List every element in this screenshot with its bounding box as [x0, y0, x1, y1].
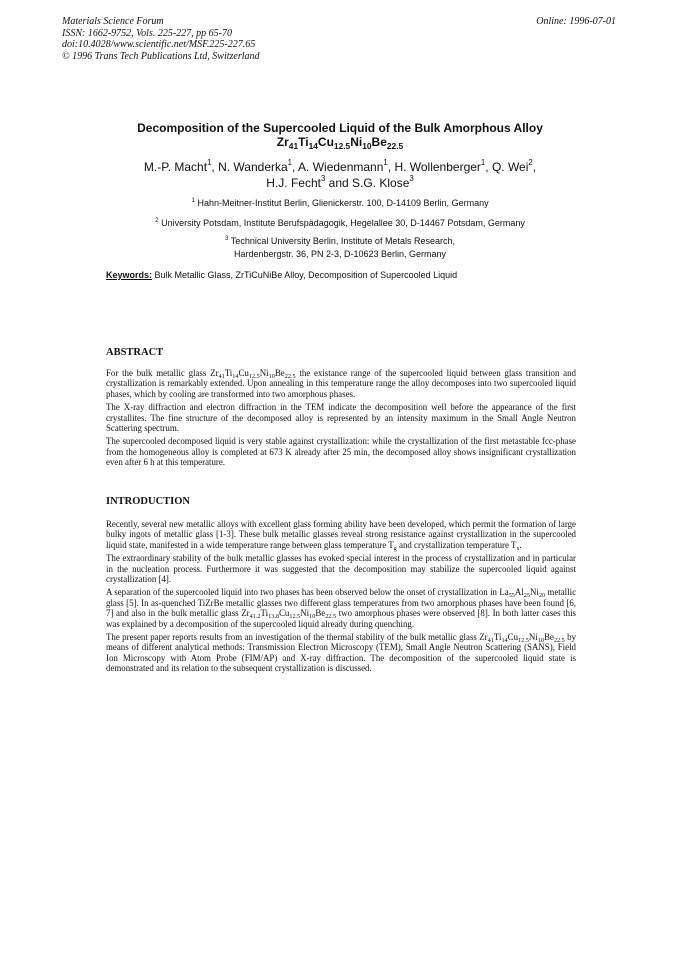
formula-subscript: 22.5 — [386, 141, 404, 151]
affiliation-1 — [60, 197, 620, 210]
formula-subscript: 41 — [487, 637, 494, 645]
formula-element: Be — [371, 135, 387, 149]
abstract-heading: ABSTRACT — [106, 347, 164, 358]
intro-paragraph-1 — [106, 519, 576, 550]
formula-subscript: 25 — [523, 592, 530, 600]
text-run: For the bulk metallic glass — [106, 368, 207, 378]
formula-element: Ti — [224, 368, 233, 378]
author-name: N. Wanderka — [218, 160, 288, 174]
author-line-1: M.-P. Macht$^1$, N. Wanderka$^1$, A. Wiedenmann$^1$, H. Wollenberger$^1$, Q. Wei$^2$, — [143, 158, 537, 174]
formula-subscript: 22.5 — [325, 613, 337, 621]
copyright-line: © 1996 Trans Tech Publications Ltd, Switzerland — [62, 50, 260, 62]
formula-subscript: 20 — [538, 592, 546, 600]
author-affiliation-marker: 1 — [207, 158, 212, 167]
text-run: the existance range of the supercooled liquid between glass transition and crystallization is remarkably extended. Upon annealing in this temperature range the alloy decomposes into two supercooled liquid phases, which by cooling are transformed into two amorphous phases. — [106, 368, 576, 399]
journal-name: Materials Science Forum — [62, 16, 164, 27]
affiliation-text: Hahn-Meitner-Institut Berlin, Glienickerstr. 100, D-14109 Berlin, Germany — [197, 198, 489, 208]
affiliation-marker: 3 — [225, 235, 229, 242]
author-name: H. Wollenberger — [394, 160, 481, 174]
affiliation-3 — [60, 235, 620, 260]
formula-subscript: 10 — [362, 141, 372, 151]
formula-element: La — [499, 587, 509, 598]
text-run: . — [519, 539, 522, 550]
affiliation-marker: 1 — [191, 197, 195, 204]
affiliation-marker: 2 — [155, 217, 159, 224]
author-affiliation-marker: 1 — [383, 158, 388, 167]
doi-line: doi:10.4028/www.scientific.net/MSF.225-227.65 — [62, 39, 256, 50]
alloy-formula — [499, 587, 546, 600]
journal-header — [62, 16, 616, 62]
keywords-text: Bulk Metallic Glass, ZrTiCuNiBe Alloy, Decomposition of Supercooled Liquid — [154, 270, 458, 280]
text-run: Recently, several new metallic alloys with excellent glass forming ability have been developed, which permit the formation of large bulky ingots of metallic glass [1-3]. These bulk metallic glasses reveal strong resistance against crystallization in the supercooled liquid state, manifested in a wide temperature range between glass temperature T — [106, 519, 576, 550]
online-date: Online: 1996-07-01 — [536, 16, 616, 27]
formula-element: Cu — [278, 608, 290, 619]
author-affiliation-marker: 3 — [409, 174, 414, 183]
abstract-paragraph-1 — [106, 368, 576, 399]
alloy-formula — [210, 368, 296, 378]
formula-element: Ni — [530, 587, 539, 598]
abstract-body — [106, 368, 576, 471]
alloy-formula — [479, 632, 565, 645]
formula-element: Ti — [260, 608, 269, 619]
formula-subscript: 10 — [268, 373, 275, 380]
author-name: A. Wiedenmann — [298, 160, 384, 174]
keywords-label: Keywords: — [106, 270, 153, 280]
introduction-body — [106, 519, 576, 677]
author-list — [90, 159, 590, 191]
intro-paragraph-2: The extraordinary stability of the bulk metallic glasses has evoked special interest in the process of crystallization and in particular in the nucleation process. Furthermore it was suggested that the decomposition may stabilize the supercooled liquid against crystallization [4]. — [106, 553, 576, 585]
keywords — [106, 270, 576, 280]
formula-subscript: 10 — [309, 613, 316, 621]
formula-element: Ni — [259, 368, 269, 378]
formula-subscript: 22.5 — [553, 637, 565, 645]
title-formula — [90, 135, 590, 149]
formula-element: Al — [514, 587, 524, 598]
introduction-heading: INTRODUCTION — [106, 496, 191, 507]
text-run: by means of different analytical methods: Transmission Electron Microscopy (TEM), Small Angle Neutron Scattering (SANS), Field Ion Microscopy with Atom Probe (FIM/AP) and X-ray diffraction. The decomposition of the supercooled liquid state is demonstrated and its relation to the subsequent crystallization is discussed. — [106, 632, 577, 674]
formula-element: Cu — [507, 632, 519, 643]
formula-element: Zr — [210, 368, 219, 378]
author-affiliation-marker: 1 — [287, 158, 293, 167]
issn-line: ISSN: 1662-9752, Vols. 225-227, pp 65-70 — [62, 27, 232, 39]
subscript: x — [516, 544, 520, 552]
formula-element: Zr — [241, 608, 250, 619]
formula-subscript: 14 — [501, 637, 508, 645]
formula-element: Zr — [479, 632, 488, 643]
formula-element: Ni — [300, 608, 310, 619]
affiliation-text: University Potsdam, Institute Berufspädagogik, Hegelallee 30, D-14467 Potsdam, Germany — [161, 218, 525, 228]
affiliation-text: Technical University Berlin, Institute of Metals Research, — [230, 236, 455, 246]
text-run: A separation of the supercooled liquid into two phases has been observed below the onset of crystallization in — [106, 587, 497, 598]
author-name: S.G. Klose — [352, 176, 410, 190]
text-run: and crystallization temperature T — [396, 539, 517, 550]
author-name: Q. Wei — [491, 160, 529, 174]
formula-element: Ni — [528, 632, 538, 643]
subscript: g — [393, 544, 397, 552]
alloy-formula — [241, 608, 337, 621]
formula-element: Cu — [238, 368, 249, 378]
formula-subscript: 12.5 — [248, 373, 260, 380]
author-affiliation-marker: 2 — [528, 158, 533, 167]
title-line: Decomposition of the Supercooled Liquid of the Bulk Amorphous Alloy — [137, 121, 543, 135]
formula-subscript: 41 — [218, 373, 225, 380]
formula-element: Zr — [276, 135, 289, 149]
author-name: M.-P. Macht — [143, 160, 208, 174]
formula-subscript: 12.5 — [333, 141, 351, 151]
formula-element: Be — [274, 368, 285, 378]
abstract-paragraph-2: The X-ray diffraction and electron diffraction in the TEM indicate the decomposition well before the appearance of the first crystallites. The fine structure of the decomposed alloy is represented by an intensity maximum in the Small Angle Neutron Scattering spectrum. — [106, 402, 576, 434]
abstract-paragraph-3: The supercooled decomposed liquid is very stable against crystallization: while the crystallization of the first metastable fcc-phase from the homogeneous alloy is completed at 673 K already after 25 min, the decomposed alloy shows insignificant crystallization even after 6 h at this temperature. — [106, 436, 576, 468]
intro-paragraph-3 — [106, 587, 576, 629]
formula-subscript: 41.2 — [249, 613, 261, 621]
intro-paragraph-4 — [106, 632, 576, 674]
formula-subscript: 14 — [308, 141, 318, 151]
author-affiliation-marker: 3 — [320, 174, 326, 183]
paper-title — [90, 121, 590, 149]
formula-subscript: 12.5 — [289, 613, 301, 621]
author-name: H.J. Fecht — [266, 176, 321, 190]
text-run: The present paper reports results from an investigation of the thermal stability of the bulk metallic glass — [106, 632, 477, 643]
affiliation-text-line2: Hardenbergstr. 36, PN 2-3, D-10623 Berlin, Germany — [233, 248, 447, 259]
affiliation-2 — [60, 217, 620, 230]
formula-subscript: 55 — [508, 592, 515, 600]
formula-subscript: 41 — [288, 141, 299, 151]
formula-subscript: 22.5 — [284, 373, 296, 380]
formula-element: Be — [315, 608, 326, 619]
text-run: metallic glass [5]. In as-quenched TiZrBe metallic glasses two different glass temperatures from two amorphous phases have been found [6, 7] and also in the bulk metallic glass — [106, 587, 577, 619]
formula-element: Ti — [493, 632, 502, 643]
author-affiliation-marker: 1 — [480, 158, 486, 167]
formula-subscript: 10 — [537, 637, 544, 645]
formula-subscript: 12.5 — [518, 637, 529, 645]
formula-element: Ti — [298, 135, 309, 149]
formula-element: Cu — [317, 135, 334, 149]
formula-element: Ni — [350, 135, 363, 149]
formula-element: Be — [544, 632, 554, 643]
author-line-2: H.J. Fecht$^3$ and S.G. Klose$^3$ — [266, 174, 414, 190]
text-run: two amorphous phases were observed [8]. In both latter cases this was explained by a decomposition of the supercooled liquid already during quenching. — [106, 608, 576, 629]
formula-subscript: 13.8 — [268, 613, 279, 621]
formula-subscript: 14 — [232, 373, 239, 380]
